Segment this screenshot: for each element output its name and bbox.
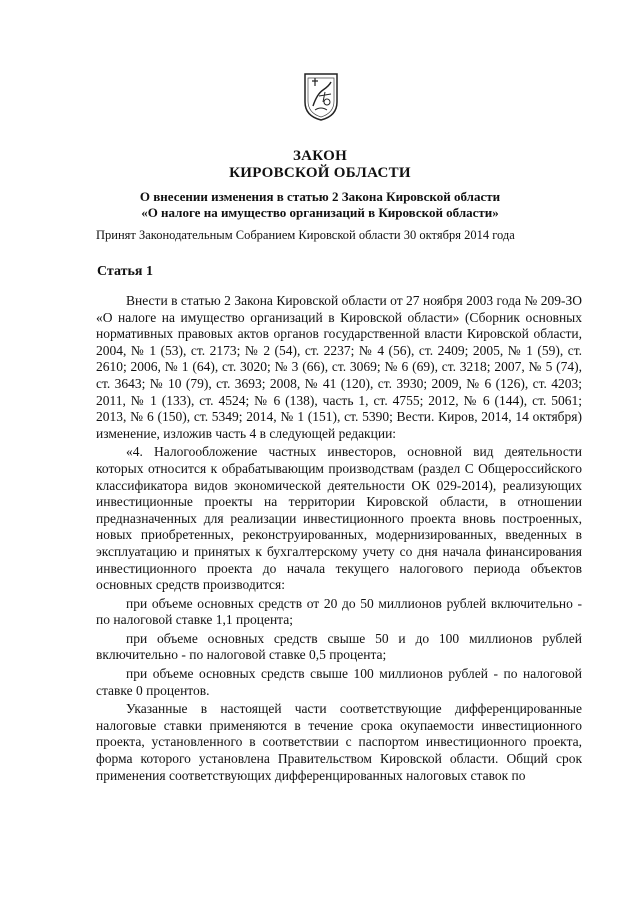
article-heading: Статья 1 xyxy=(97,264,153,279)
paragraph-rate-2: при объеме основных средств свыше 50 и до 100 миллионов рублей включительно - по налоговой ставке 0,5 процента; xyxy=(96,630,582,663)
paragraph-rate-3: при объеме основных средств свыше 100 миллионов рублей - по налоговой ставке 0 процентов. xyxy=(96,666,582,698)
document-title-line1: ЗАКОН xyxy=(292,148,348,164)
document-subtitle xyxy=(0,189,640,221)
paragraph-terms: Указанные в настоящей части соответствующие дифференцированные налоговые ставки применяются в течение срока окупаемости инвестиционного проекта, установленного в соответствии с паспортом инвестиционного проекта, форма которого установлена Правительством Кировской области. Общий срок применения соответствующих дифференцированных налоговых ставок по xyxy=(96,701,582,783)
paragraph-intro: Внести в статью 2 Закона Кировской области от 27 ноября 2003 года № 209-ЗО «О налоге на имущество организаций в Кировской области» (Сборник основных нормативных правовых актов органов государственной власти Кировской области, 2004, № 1 (53), ст. 2173; № 2 (54), ст. 2237; № 4 (56), ст. 2409; 2005, № 1 (59), ст. 2610; 2006, № 1 (64), ст. 3020; № 3 (66), ст. 3069; № 6 (69), ст. 3218; 2007, № 5 (74), ст. 3643; № 10 (79), ст. 3693; 2008, № 41 (120), ст. 3930; 2009, № 6 (126), ст. 4203; 2011, № 1 (133), ст. 4524; № 6 (138), часть 1, ст. 4755; 2012, № 6 (144), ст. 5061; 2013, № 6 (150), ст. 5349; 2014, № 1 (151), ст. 5390; Вести. Киров, 2014, 14 октября) изменение, изложив часть 4 в следующей редакции: xyxy=(96,293,582,441)
document-title-line2: КИРОВСКОЙ ОБЛАСТИ xyxy=(229,165,411,181)
article-body xyxy=(96,293,582,786)
paragraph-rate-1: при объеме основных средств от 20 до 50 миллионов рублей включительно - по налоговой ставке 1,1 процента; xyxy=(96,595,582,628)
subtitle-line2: «О налоге на имущество организаций в Кировской области» xyxy=(141,205,499,220)
subtitle-line1: О внесении изменения в статью 2 Закона Кировской области xyxy=(139,189,501,204)
paragraph-part4: «4. Налогообложение частных инвесторов, основной вид деятельности которых относится к обрабатывающим производствам (раздел С Общероссийского классификатора видов экономической деятельности ОК 029-2014), реализующих инвестиционные проекты на территории Кировской области, в отношении предназначенных для реализации инвестиционного проекта вновь построенных, новых приобретенных, реконструированных, модернизированных, введенных в эксплуатацию и принятых к бухгалтерскому учету со дня начала финансирования инвестиционного проекта до начала текущего налогового периода объектов основных средств производится: xyxy=(96,444,582,593)
adoption-note: Принят Законодательным Собранием Кировской области 30 октября 2014 года xyxy=(96,228,515,242)
coat-of-arms-icon xyxy=(303,72,339,122)
